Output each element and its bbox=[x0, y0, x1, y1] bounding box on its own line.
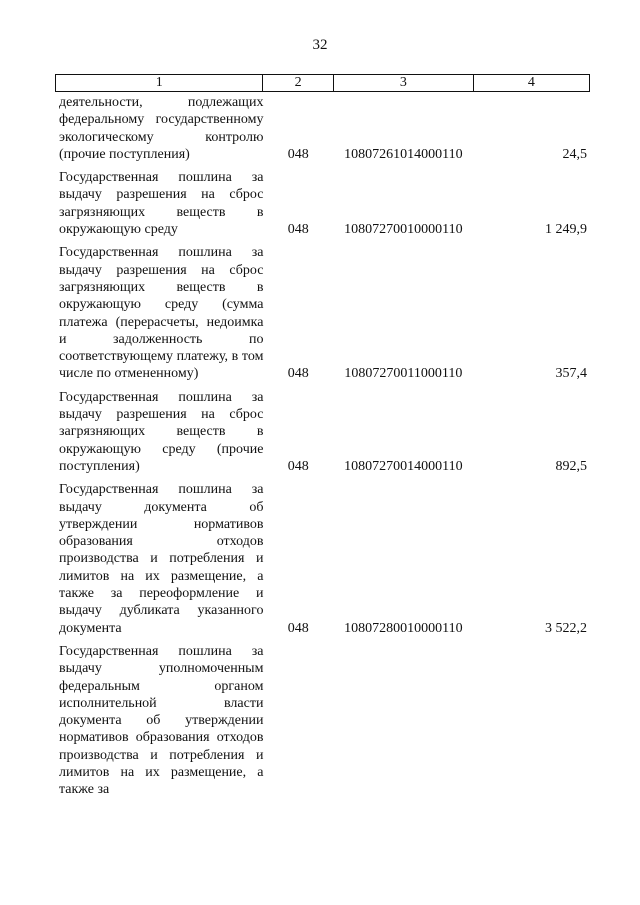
row-description: деятельности, подлежащих федеральному государственному экологическому контролю (прочие поступления) bbox=[59, 95, 264, 162]
table-row bbox=[55, 389, 590, 475]
header-col-3: 3 bbox=[333, 75, 473, 92]
page-number: 32 bbox=[312, 37, 328, 53]
row-amount: 24,5 bbox=[562, 146, 587, 162]
header-col-2: 2 bbox=[263, 75, 334, 92]
row-amount: 892,5 bbox=[555, 458, 587, 474]
row-amount: 357,4 bbox=[555, 366, 587, 382]
row-amount: 3 522,2 bbox=[545, 620, 587, 636]
row-amount: 1 249,9 bbox=[545, 222, 587, 238]
row-description: Государственная пошлина за выдачу разрешения на сброс загрязняющих веществ в окружающую среду (сумма платежа (перерасчеты, недоимка и задолженность по соответствующему платежу, в том числе по отмененному) bbox=[59, 245, 264, 382]
header-row bbox=[56, 75, 590, 92]
row-admin-code: 048 bbox=[287, 366, 309, 382]
row-admin-code: 048 bbox=[287, 222, 309, 238]
header-col-1: 1 bbox=[56, 75, 263, 92]
row-admin-code: 048 bbox=[287, 146, 309, 162]
row-description: Государственная пошлина за выдачу разрешения на сброс загрязняющих веществ в окружающую среду (прочие поступления) bbox=[59, 389, 264, 474]
row-description: Государственная пошлина за выдачу уполномоченным федеральным органом исполнительной власти документа об утверждении нормативов образования отходов производства и потребления и лимитов на их размещение, а также за bbox=[59, 643, 264, 798]
row-budget-code: 10807280010000110 bbox=[344, 620, 463, 636]
row-description: Государственная пошлина за выдачу документа об утверждении нормативов образования отходов производства и потребления и лимитов на их размещение, а также за переоформление и выдачу дубликата указанного документа bbox=[59, 482, 264, 636]
row-budget-code: 10807270010000110 bbox=[344, 222, 463, 238]
row-admin-code: 048 bbox=[287, 620, 309, 636]
table-body bbox=[55, 94, 590, 799]
table-row bbox=[55, 643, 590, 799]
row-admin-code: 048 bbox=[287, 458, 309, 474]
table-row bbox=[55, 169, 590, 238]
table-row bbox=[55, 244, 590, 382]
table-header bbox=[55, 74, 590, 92]
header-col-4: 4 bbox=[473, 75, 589, 92]
table-row bbox=[55, 481, 590, 637]
row-budget-code: 10807270011000110 bbox=[344, 366, 463, 382]
row-description: Государственная пошлина за выдачу разрешения на сброс загрязняющих веществ в окружающую среду bbox=[59, 170, 264, 238]
row-budget-code: 10807270014000110 bbox=[344, 458, 463, 474]
table-row bbox=[55, 94, 590, 163]
row-budget-code: 10807261014000110 bbox=[344, 146, 463, 162]
